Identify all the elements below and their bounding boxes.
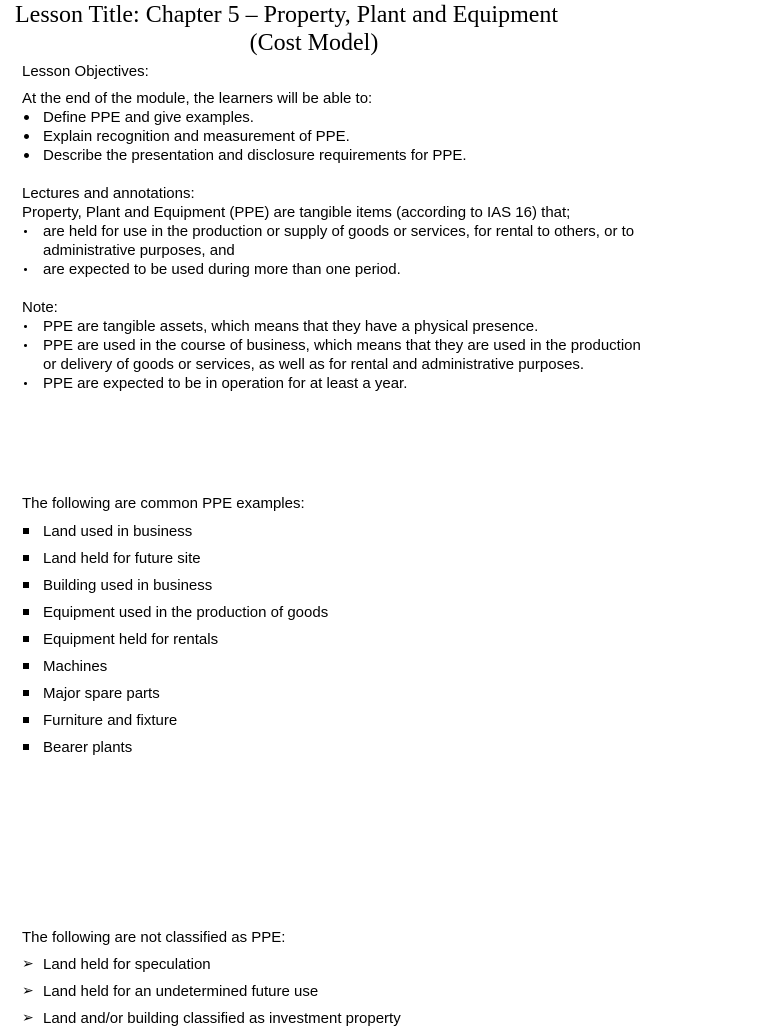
bullet-square-icon	[23, 609, 29, 615]
bullet-square-icon	[23, 690, 29, 696]
bullet-icon	[24, 325, 27, 328]
list-item: Define PPE and give examples.	[22, 108, 467, 127]
list-item: PPE are tangible assets, which means that they have a physical presence.	[22, 317, 652, 336]
bullet-square-icon	[23, 528, 29, 534]
list-item: Equipment held for rentals	[22, 630, 328, 649]
note-heading: Note:	[22, 299, 58, 316]
list-item: Major spare parts	[22, 684, 328, 703]
list-item: Describe the presentation and disclosure requirements for PPE.	[22, 146, 467, 165]
objectives-intro: At the end of the module, the learners will be able to:	[22, 90, 373, 107]
bullet-square-icon	[23, 636, 29, 642]
objectives-heading: Lesson Objectives:	[22, 63, 149, 80]
arrow-bullet-icon: ➢	[22, 956, 34, 972]
bullet-icon	[24, 230, 27, 233]
examples-heading: The following are common PPE examples:	[22, 495, 305, 512]
list-item: Machines	[22, 657, 328, 676]
lectures-list	[22, 222, 682, 279]
arrow-bullet-icon: ➢	[22, 1010, 34, 1026]
lesson-subtitle: (Cost Model)	[249, 30, 379, 56]
bullet-square-icon	[23, 663, 29, 669]
lectures-intro: Property, Plant and Equipment (PPE) are tangible items (according to IAS 16) that;	[22, 204, 571, 221]
bullet-square-icon	[23, 717, 29, 723]
list-item: PPE are used in the course of business, which means that they are used in the production or delivery of goods or services, as well as for rental and administrative purposes.	[22, 336, 652, 374]
objectives-list	[22, 108, 467, 165]
list-item: Building used in business	[22, 576, 328, 595]
list-item: Land held for future site	[22, 549, 328, 568]
list-item: PPE are expected to be in operation for at least a year.	[22, 374, 652, 393]
list-item: Equipment used in the production of goods	[22, 603, 328, 622]
bullet-icon	[24, 382, 27, 385]
list-item: Explain recognition and measurement of PPE.	[22, 127, 467, 146]
bullet-icon	[24, 153, 29, 158]
bullet-square-icon	[23, 744, 29, 750]
list-item: ➢ Land held for an undetermined future use	[22, 983, 319, 1000]
lesson-title: Lesson Title: Chapter 5 – Property, Plant and Equipment	[15, 2, 559, 28]
bullet-square-icon	[23, 582, 29, 588]
list-item: Bearer plants	[22, 738, 328, 757]
bullet-square-icon	[23, 555, 29, 561]
examples-list	[22, 522, 328, 765]
list-item: Land used in business	[22, 522, 328, 541]
list-item: ➢ Land and/or building classified as investment property	[22, 1010, 401, 1027]
list-item: are held for use in the production or supply of goods or services, for rental to others, or to administrative purposes, and	[22, 222, 682, 260]
arrow-bullet-icon: ➢	[22, 983, 34, 999]
bullet-icon	[24, 344, 27, 347]
note-list	[22, 317, 652, 393]
not-ppe-heading: The following are not classified as PPE:	[22, 929, 286, 946]
bullet-icon	[24, 134, 29, 139]
list-item: are expected to be used during more than one period.	[22, 260, 682, 279]
lectures-heading: Lectures and annotations:	[22, 185, 195, 202]
list-item: ➢ Land held for speculation	[22, 956, 211, 973]
bullet-icon	[24, 115, 29, 120]
bullet-icon	[24, 268, 27, 271]
list-item: Furniture and fixture	[22, 711, 328, 730]
